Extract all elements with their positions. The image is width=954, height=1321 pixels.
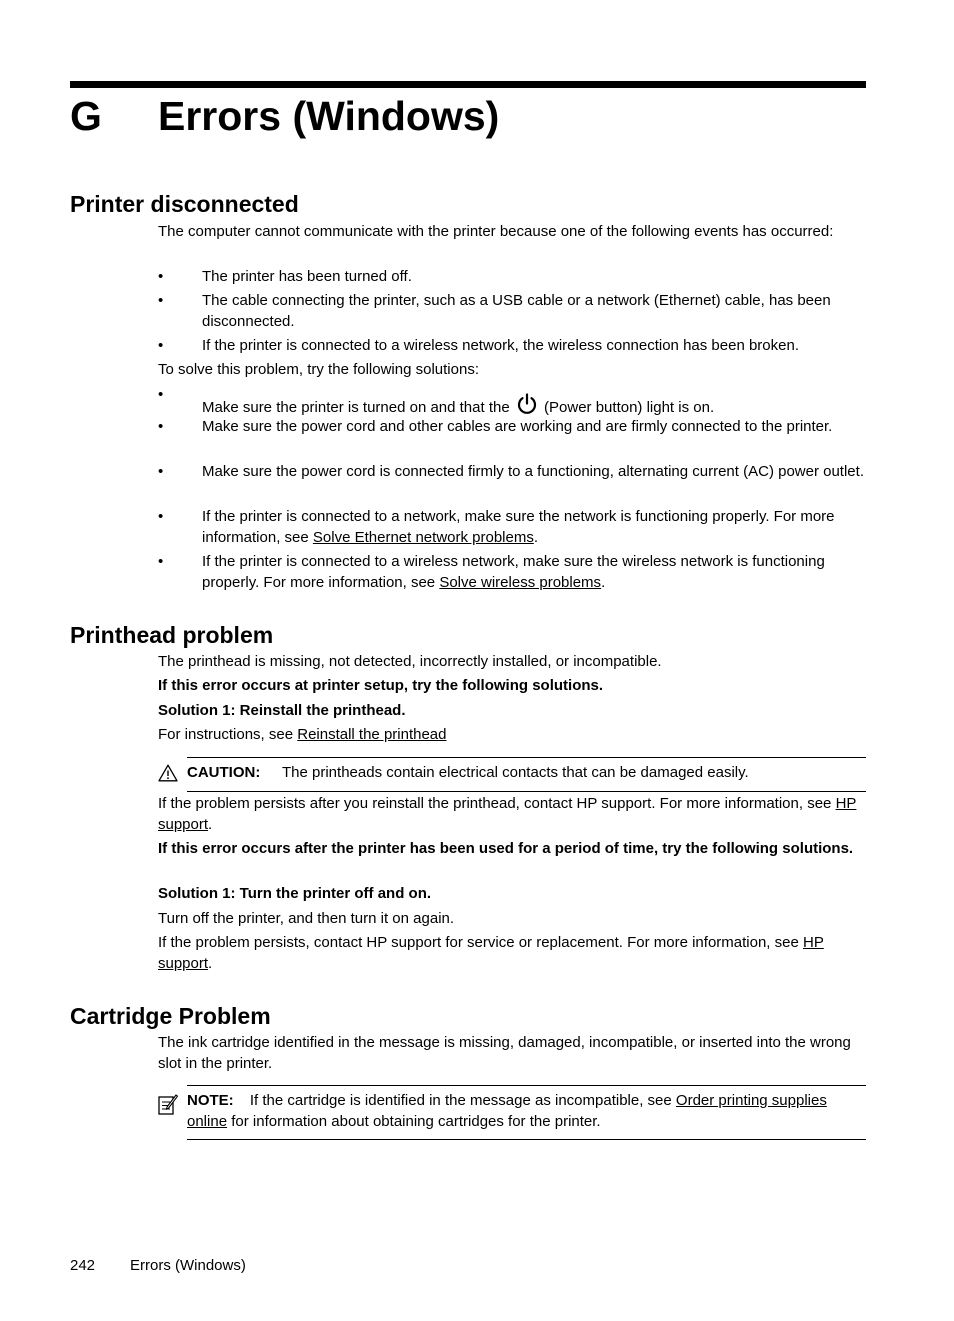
persist-text: If the problem persists after you reinstall the printhead, contact HP support. For more information, see	[158, 795, 832, 812]
footer-label: Errors (Windows)	[130, 1257, 246, 1274]
note-top-rule	[187, 1085, 866, 1086]
event-text: The cable connecting the printer, such as a USB cable or a network (Ethernet) cable, has been disconnected.	[202, 292, 831, 330]
bullet-dot: •	[158, 418, 164, 435]
bullet-dot: •	[158, 553, 164, 570]
caution-text: The printheads contain electrical contacts that can be damaged easily.	[282, 764, 749, 781]
note-label: NOTE:	[187, 1092, 234, 1109]
heading-printhead-problem: Printhead problem	[70, 622, 274, 648]
printhead-replace	[158, 933, 866, 974]
solution-text-part: If the printer is connected to a network, make sure the network is functioning properly. For more information, see	[202, 508, 835, 546]
solve-intro: To solve this problem, try the following solutions:	[158, 361, 479, 378]
hp-support-link[interactable]: HP support	[158, 934, 824, 972]
caution-box	[158, 763, 866, 785]
hp-support-link[interactable]: HP support	[158, 795, 857, 833]
chapter-top-rule	[70, 81, 866, 88]
solve-wireless-problems-link[interactable]: Solve wireless problems	[439, 573, 602, 591]
bullet-dot: •	[158, 268, 164, 285]
period: .	[208, 815, 213, 833]
printhead-solution-1: Solution 1: Reinstall the printhead.	[158, 702, 406, 719]
chapter-title: Errors (Windows)	[158, 93, 500, 139]
note-text-after: for information about obtaining cartridges for the printer.	[231, 1112, 601, 1130]
solution-text	[202, 393, 866, 419]
order-printing-supplies-link[interactable]: Order printing supplies online	[187, 1092, 827, 1130]
chapter-letter: G	[70, 93, 102, 139]
replace-text: If the problem persists, contact HP support for service or replacement. For more information, see	[158, 934, 799, 951]
solution-text	[202, 507, 866, 548]
solve-ethernet-network-problems-link[interactable]: Solve Ethernet network problems	[312, 528, 534, 546]
period: .	[601, 573, 606, 591]
caution-top-rule	[187, 757, 866, 758]
cartridge-intro: The ink cartridge identified in the message is missing, damaged, incompatible, or inserted into the wrong slot in the printer.	[158, 1034, 851, 1072]
caution-label: CAUTION:	[187, 764, 261, 781]
solution-text: Make sure the power cord is connected firmly to a functioning, alternating current (AC) power outlet.	[202, 463, 864, 480]
printhead-intro: The printhead is missing, not detected, incorrectly installed, or incompatible.	[158, 653, 662, 670]
bullet-dot: •	[158, 386, 164, 403]
note-bottom-rule	[187, 1139, 866, 1140]
heading-printer-disconnected: Printer disconnected	[70, 191, 299, 217]
printhead-after-use-heading: If this error occurs after the printer has been used for a period of time, try the following solutions.	[158, 840, 854, 857]
printer-disconnected-intro: The computer cannot communicate with the printer because one of the following events has occurred:	[158, 223, 834, 240]
solution-text-part: (Power button) light is on.	[544, 399, 715, 416]
period: .	[533, 528, 539, 546]
solution-text-part: If the printer is connected to a wireless network, make sure the wireless network is functioning properly. For more information, see	[202, 553, 825, 591]
bullet-dot: •	[158, 463, 164, 480]
printhead-turn-off: Turn off the printer, and then turn it on again.	[158, 910, 455, 927]
bullet-dot: •	[158, 292, 164, 309]
printhead-solution-1b: Solution 1: Turn the printer off and on.	[158, 885, 432, 902]
solution-text	[202, 552, 866, 593]
event-text: If the printer is connected to a wireless network, the wireless connection has been broken.	[202, 337, 799, 354]
printhead-setup-heading: If this error occurs at printer setup, try the following solutions.	[158, 677, 604, 694]
power-button-icon	[516, 393, 538, 415]
heading-cartridge-problem: Cartridge Problem	[70, 1003, 271, 1029]
solution-text: Make sure the power cord and other cables are working and are firmly connected to the printer.	[202, 418, 833, 435]
instructions-text: For instructions, see	[158, 726, 294, 743]
printhead-persist	[158, 794, 866, 835]
event-text: The printer has been turned off.	[202, 268, 412, 285]
bullet-dot: •	[158, 337, 164, 354]
page-number: 242	[70, 1257, 96, 1274]
printhead-instructions	[158, 725, 866, 746]
warning-triangle-icon	[158, 764, 178, 782]
period: .	[208, 954, 213, 972]
solution-text-part: Make sure the printer is turned on and that the	[202, 399, 510, 416]
note-text: If the cartridge is identified in the message as incompatible, see	[249, 1092, 672, 1109]
note-pad-icon	[158, 1093, 178, 1115]
reinstall-printhead-link[interactable]: Reinstall the printhead	[297, 726, 447, 743]
caution-bottom-rule	[187, 791, 866, 792]
note-box	[187, 1091, 866, 1132]
bullet-dot: •	[158, 508, 164, 525]
